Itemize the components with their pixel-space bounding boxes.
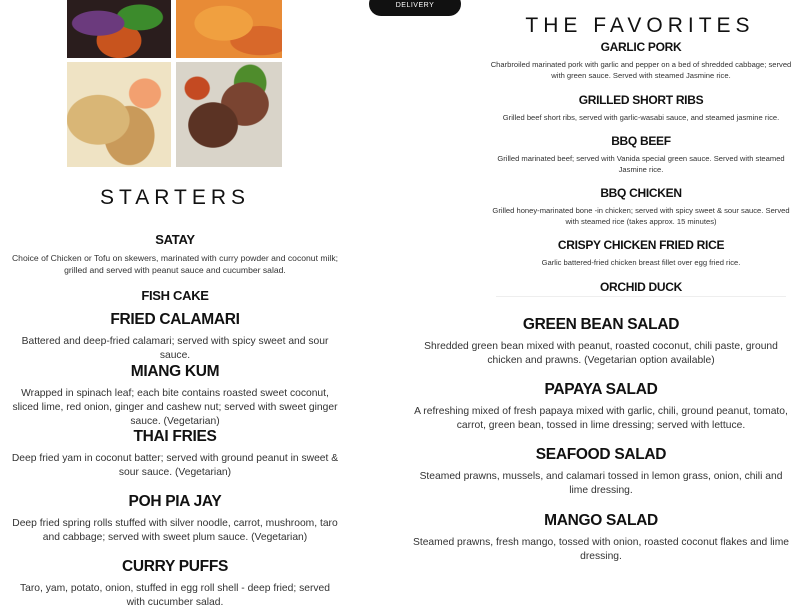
starters-heading: STARTERS xyxy=(99,186,251,209)
item-name: FRIED CALAMARI xyxy=(110,311,240,328)
menu-item-seafood-salad xyxy=(412,446,790,498)
item-description: Grilled honey-marinated bone -in chicken; served with spicy sweet & sour sauce. Served with steamed rice (takes approx. 15 minutes) xyxy=(492,206,790,226)
item-description: Battered and deep-fried calamari; served with spicy sweet and sour sauce. xyxy=(21,336,329,361)
item-name: ORCHID DUCK xyxy=(599,280,683,294)
item-name: POH PIA JAY xyxy=(128,493,222,510)
menu-item-miang-kum xyxy=(10,363,340,429)
menu-item-mango-salad xyxy=(412,512,790,564)
item-name: BBQ BEEF xyxy=(611,134,671,148)
item-name: SEAFOOD SALAD xyxy=(535,446,667,463)
delivery-button[interactable]: DELIVERY xyxy=(369,0,461,16)
menu-item-garlic-pork xyxy=(486,40,796,81)
menu-item-orchid-duck xyxy=(486,280,796,294)
menu-item-bbq-chicken xyxy=(486,186,796,227)
item-name: CURRY PUFFS xyxy=(121,558,229,575)
item-description: Shredded green bean mixed with peanut, roasted coconut, chili paste, ground chicken and prawns. (Vegetarian option available) xyxy=(424,341,778,366)
menu-item-grilled-short-ribs xyxy=(486,93,796,123)
menu-item-poh-pia-jay xyxy=(10,493,340,545)
food-photo-pad-thai xyxy=(67,62,171,167)
menu-item-fried-calamari xyxy=(10,311,340,363)
menu-item-bbq-beef xyxy=(486,134,796,175)
item-name: PAPAYA SALAD xyxy=(544,381,658,398)
item-name: MANGO SALAD xyxy=(544,512,658,529)
food-photo-beef-salad xyxy=(176,62,282,167)
item-name: GRILLED SHORT RIBS xyxy=(578,93,704,107)
item-name: FISH CAKE xyxy=(141,288,209,303)
menu-item-crispy-chicken-fried-rice xyxy=(486,238,796,268)
item-description: Deep fried spring rolls stuffed with silver noodle, carrot, mushroom, taro and cabbage; served with sweet plum sauce. (Vegetarian) xyxy=(12,518,338,543)
item-description: Steamed prawns, mussels, and calamari tossed in lemon grass, onion, chili and lime dressing. xyxy=(419,471,783,496)
menu-item-curry-puffs xyxy=(10,558,340,610)
item-name: BBQ CHICKEN xyxy=(600,186,682,200)
item-name: CRISPY CHICKEN FRIED RICE xyxy=(557,238,725,252)
item-name: SATAY xyxy=(155,232,195,247)
item-description: Wrapped in spinach leaf; each bite contains roasted sweet coconut, sliced lime, red onion, ginger and cashew nut; served with sweet ginger sauce. (Vegetarian) xyxy=(12,388,338,427)
section-divider xyxy=(496,296,786,297)
item-name: GARLIC PORK xyxy=(600,40,682,54)
menu-item-satay xyxy=(10,232,340,276)
menu-item-green-bean-salad xyxy=(412,316,790,368)
item-description: Grilled marinated beef; served with Vanida special green sauce. Served with steamed Jasmine rice. xyxy=(497,154,785,174)
item-description: Steamed prawns, fresh mango, tossed with onion, roasted coconut flakes and lime dressing. xyxy=(412,537,790,562)
item-description: A refreshing mixed of fresh papaya mixed with garlic, chili, ground peanut, tomato, carrot, green bean, tossed in lime dressing; served with lettuce. xyxy=(414,406,788,431)
menu-item-fish-cake xyxy=(10,288,340,303)
item-name: GREEN BEAN SALAD xyxy=(522,316,680,333)
item-description: Grilled beef short ribs, served with garlic-wasabi sauce, and steamed jasmine rice. xyxy=(502,113,780,122)
food-photo-grid xyxy=(67,0,282,167)
fish-cake-clip xyxy=(10,288,340,303)
item-name: THAI FRIES xyxy=(133,428,217,445)
favorites-heading: THE FAVORITES xyxy=(525,14,755,37)
item-description: Taro, yam, potato, onion, stuffed in egg roll shell - deep fried; served with cucumber salad. xyxy=(19,583,331,608)
menu-item-papaya-salad xyxy=(412,381,790,433)
item-name: MIANG KUM xyxy=(130,363,220,380)
menu-item-thai-fries xyxy=(10,428,340,480)
item-description: Deep fried yam in coconut batter; served with ground peanut in sweet & sour sauce. (Vegetarian) xyxy=(11,453,339,478)
item-description: Charbroiled marinated pork with garlic and pepper on a bed of shredded cabbage; served with green sauce. Served with steamed Jasmine rice. xyxy=(490,60,792,80)
item-description: Choice of Chicken or Tofu on skewers, marinated with curry powder and coconut milk; grilled and served with peanut sauce and cucumber salad. xyxy=(11,253,339,275)
food-photo-stir-fry xyxy=(67,0,171,58)
food-photo-curry xyxy=(176,0,282,58)
item-description: Garlic battered-fried chicken breast fillet over egg fried rice. xyxy=(541,258,741,267)
curry-puffs-clip xyxy=(10,558,340,608)
